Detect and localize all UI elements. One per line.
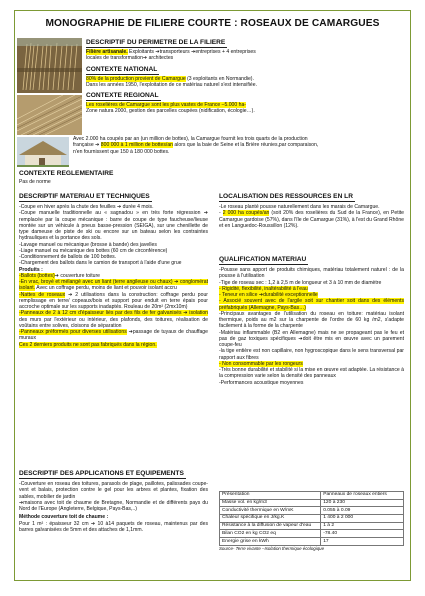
perimetre-line2: locales de transformation➔ architectes <box>86 55 174 62</box>
document-title: MONOGRAPHIE DE FILIERE COURTE : ROSEAUX DE CAMARGUES <box>45 18 380 29</box>
table-row: Conductivité thermique en W/mK 0.055 à 0.09 <box>220 507 404 515</box>
table-row: Bilan CO2 en kg CO2 eq -78.40 <box>220 530 404 538</box>
qualification-hl2: - Teneur en silice ➔durabilité exceptionnelle <box>219 292 318 298</box>
heading-national: CONTEXTE NATIONAL <box>86 66 158 73</box>
produit-4: -Panneaux de 2 à 12 cm d'épaisseur liés par des fils de fer galvanisés ➔ isolation des murs par l'extérieur ou intérieur, des plafonds, des toitures, réalisation de voûtains entre solives, cloisons de séparation <box>19 310 208 329</box>
qualification-p4: -Matériau inflammable (B2 en Allemagne) mais ne se propageant pas le feu et pas de gaz toxiques spécifiques ➔doit être mis en œuvre avec un parement coupe-feu <box>219 329 404 348</box>
table-row: Energie grise en kWh 17 <box>220 538 404 546</box>
photo-thatch-texture <box>17 95 82 135</box>
qualification-p1: -Pousse sans apport de produits chimiques, matériau totalement naturel : de la pousse à l'utilisation <box>219 267 404 280</box>
heading-applications: DESCRIPTIF DES APPLICATIONS ET EQUIPEMENTS <box>19 470 184 477</box>
national-line1: 80% de la production provient de Camargue (3 exploitants en Normandie). <box>86 76 254 82</box>
produit-3: -Nattes de roseaux ➔ 2 utilisations dans la construction: coffrage perdu pour remplissage en terre/ copeaux/bois et support pour enduit en terre épais pour accroche optimale sur les supports inadaptés. Rouleau de 20m² (2mx10m) <box>19 291 208 310</box>
perimetre-line1: Filière artisanale. Exploitants ➔transporteurs ➔entreprises + 4 entreprises <box>86 49 256 55</box>
table-row: Résistance à la diffusion de vapeur d'eau 1 à 2 <box>220 522 404 530</box>
national-line2: Dans les années 1950, l'exploitation de ce matériau naturel s'est intensifiée. <box>86 82 257 89</box>
technique-p2: -Coupe manuelle traditionnelle au « sagnadou » en très forte régression ➔ remplacée par la coupe mécanique : barre de coupe de type faucheuse/lieuse montée sur un véhicule à pneus basse-pression (SEIGA), sur une chenillette de type dameuse de piste de ski ou encore sur un bateau selon les contraintes hydrauliques et la portance des sols. <box>19 210 208 242</box>
section-qualification <box>219 256 404 386</box>
qualification-p2: -Tige de roseau sec : 1,2 à 2,5 m de longueur et 3 à 10 mm de diamètre <box>219 279 382 286</box>
localisation-p1: -Le roseau planté pousse naturellement dans les marais de Camargue. <box>219 204 380 210</box>
section-reglementaire <box>19 170 399 185</box>
regional-line4: française ➔ 800 000 à 1 million de bottes/an alors que la baie de Seine et la Brière réunies,par comparaison, <box>73 142 319 149</box>
section-national <box>86 66 404 89</box>
heading-technique: DESCRIPTIF MATERIAU ET TECHNIQUES <box>19 193 150 200</box>
table-header-left: Présentation <box>220 492 321 500</box>
photo-reed-bundles <box>17 38 82 93</box>
section-perimetre <box>86 39 404 62</box>
regional-line3: Avec 2.000 ha coupés par an (un million de bottes), la Camargue fournit les trois quarts de la production <box>73 136 308 142</box>
table-header-right: Panneaux de roseaux entiers <box>321 492 404 500</box>
section-applications <box>19 470 208 533</box>
section-technique <box>19 193 208 348</box>
qualification-hl4: - Non consommable par les rongeurs <box>219 360 303 367</box>
section-localisation <box>219 193 404 229</box>
table-row: Masse vol. en kg/m3 120 à 230 <box>220 499 404 507</box>
technique-p5: -Conditionnement de ballots de 100 bottes. <box>19 254 117 260</box>
regional-line2: Zone natura 2000, gestion des parcelles coupées (nidification, écologie…). <box>86 108 255 115</box>
produit-1: -Ballots (bottes)➔ couverture toiture <box>19 272 100 279</box>
heading-localisation: LOCALISATION DES RESSOURCES EN LR <box>219 193 353 200</box>
qualification-p5: -la tige entière est non capillaire, non hygroscopique dans le sens transversal par rapport aux fibres <box>219 348 404 361</box>
technique-p6: -Chargement des ballots dans le camion de transport à l'aide d'une grue <box>19 260 182 267</box>
methode-text: Pour 1 m² : épaisseur 32 cm ➔ 10 à14 paquets de roseau, maintenus par des barres galvanisées de 5mm et des attaches de 1,1mm. <box>19 520 208 533</box>
photo-thatched-house <box>17 137 69 167</box>
reglementaire-text: Pas de norme <box>19 179 51 185</box>
methode-label: Méthode couverture toit de chaume : <box>19 514 109 521</box>
technique-p1: -Coupe en hiver après la chute des feuilles ➔ durée 4 mois. <box>19 204 154 210</box>
heading-qualification: QUALIFICATION MATERIAU <box>219 256 307 263</box>
performance-table-block <box>219 491 404 552</box>
regional-line5: n'en fournissent que 150 à 180 000 bottes. <box>73 148 170 155</box>
produits-label: Produits : <box>19 266 43 273</box>
section-regional-continued <box>73 136 405 155</box>
qualification-hl3: - Associé souvent avec de l'argile soit sur chantier soit dans des éléments préfabriqués (Allemagne, Pays-Bas…) <box>219 298 404 311</box>
qualification-hl1: - Rigidité, flexibilité, inaltérabilité à l'eau <box>219 285 308 292</box>
qualification-p6: -Très bonne durabilité et stabilité si la mise en œuvre est adaptée. La résistance à la compression varie selon la densité des panneaux <box>219 367 404 380</box>
technique-p4: -Liage manuel ou mécanique des bottes (60 cm de circonférence) <box>19 247 168 254</box>
performance-table <box>219 491 404 546</box>
qualification-p3: -Principaux avantages de l'utilisation du roseau en toiture: matériau isolant thermique, poids au m2 sur la charpente de l'ordre de 60 kg /m2, s'adapte facilement à la forme de la charpente <box>219 310 404 330</box>
section-regional <box>86 92 404 115</box>
table-header-row <box>220 492 404 500</box>
qualification-perf: -Performances acoustique moyennes <box>219 379 304 386</box>
table-source: Source- Terre vivante –Isolation thermique écologique <box>219 545 325 551</box>
produit-6: Ces 2 derniers produits ne sont pas fabriqués dans la région. <box>19 341 157 348</box>
applications-p2: ➔maisons avec toit de chaume de Bretagne, Normandie et de différents pays du Nord de l'Europe (Angleterre, Belgique, Pays-Bas,..) <box>19 499 208 512</box>
heading-reglementaire: CONTEXTE REGLEMENTAIRE <box>19 170 114 177</box>
localisation-p2: - 2 000 ha coupés/an (soit 20% des roselières du Sud de la France), en Petite Camargue gardoise (57%), dans l'île de Camargue (31%), à l'est du Grand Rhône et en Languedoc-Roussillon (12%). <box>219 210 404 229</box>
heading-regional: CONTEXTE REGIONAL <box>86 92 159 99</box>
applications-p1: -Couverture en roseau des toitures, parasols de plage, paillotes, palissades coupe-vent et balais, protection contre le gel pour les arbres et plantes, fixation des sables, mobilier de jardin <box>19 481 208 500</box>
technique-p3: -Lavage manuel ou mécanique (brosse à bande) des javelles <box>19 241 157 248</box>
produit-2: -En vrac, broyé et mélangé avec un liant (terre angileuse ou chaux) ➔ conglomérat isolant. Avec un coffrage perdu, moins de liant et pouvoir isolant accru <box>19 279 208 292</box>
table-row: Chaleur spécifique en J/kg.K 1 400 à 2 000 <box>220 515 404 523</box>
heading-perimetre: DESCRIPTIF DU PERIMETRE DE LA FILIERE <box>86 39 226 46</box>
produit-5: -Panneaux préformés pour diverses utilisations ➔passage de tuyaux de chauffage muraux <box>19 329 208 342</box>
regional-line1: Les roselières de Camargue sont les plus vastes de France –5.000 ha- <box>86 102 246 108</box>
